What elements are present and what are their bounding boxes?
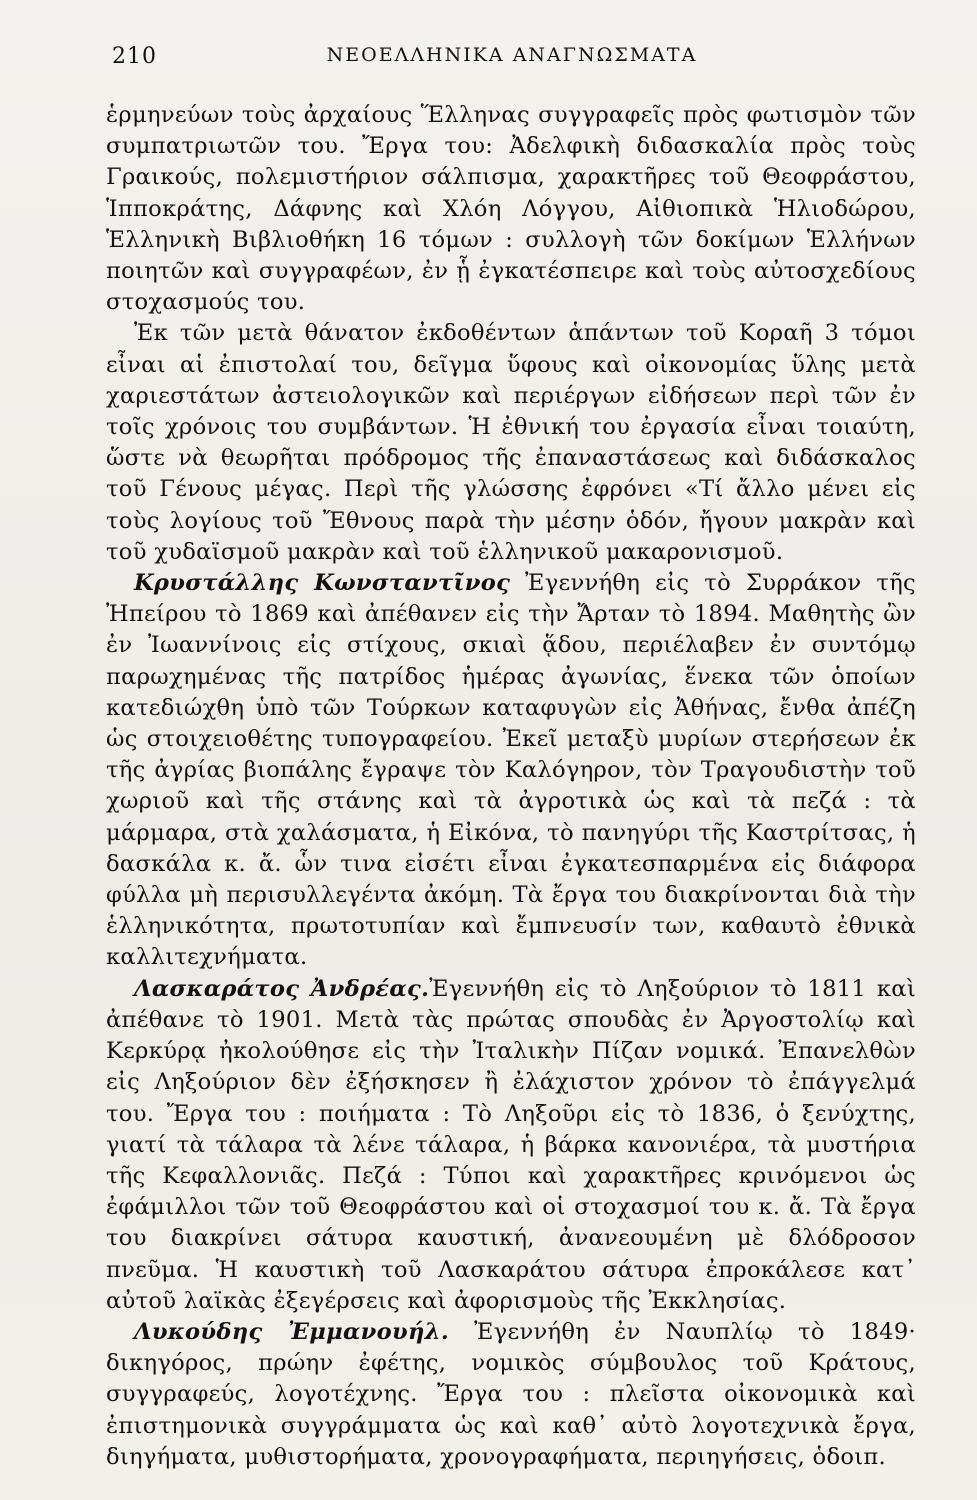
entry-lykoudis — [106, 1317, 916, 1473]
entry-name-laskaratos: Λασκαράτος Ἀνδρέας. — [134, 975, 430, 1002]
running-title: ΝΕΟΕΛΛΗΝΙΚΑ ΑΝΑΓΝΩΣΜΑΤΑ — [326, 44, 698, 66]
entry-name-krystallis: Κρυστάλλης Κωνσταντῖνος — [134, 570, 511, 597]
page-number: 210 — [112, 44, 157, 69]
entry-laskaratos — [106, 974, 916, 1317]
entry-text-lykoudis: Ἐγεννήθη ἐν Ναυπλίῳ τὸ 1849· δικηγόρος, πρώην ἐφέτης, νομικὸς σύμβουλος τοῦ Κράτους, συγγραφεύς, λογοτέχνης. Ἔργα του : πλεῖστα οἰκονομικὰ καὶ ἐπιστημονικὰ συγγράμματα ὡς καὶ καθ᾽ αὐτὸ λογοτεχνικὰ ἔργα, διηγήματα, μυθιστορήματα, χρονογραφήματα, περιηγήσεις, ὁδοιπ. — [106, 1318, 916, 1470]
entry-text-laskaratos: Ἐγεννήθη εἰς τὸ Ληξούριον τὸ 1811 καὶ ἀπέθανε τὸ 1901. Μετὰ τὰς πρώτας σπουδὰς ἐν Ἀργοστολίῳ καὶ Κερκύρᾳ ἠκολούθησε εἰς τὴν Ἰταλικὴν Πίζαν νομικά. Ἐπανελθὼν εἰς Ληξούριον δὲν ἐξήσκησεν ἢ ἐλάχιστον χρόνον τὸ ἐπάγγελμά του. Ἔργα του : ποιήματα : Τὸ Ληξοῦρι εἰς τὸ 1836, ὁ ξενύχτης, γιατί τὰ τάλαρα τὰ λένε τάλαρα, ἡ βάρκα κανονιέρα, τὰ μυστήρια τῆς Κεφαλλονιᾶς. Πεζά : Τύποι καὶ χαρακτῆρες κρινόμενοι ὡς ἐφάμιλλοι τῶν τοῦ Θεοφράστου καὶ οἱ στοχασμοί του κ. ἄ. Τὰ ἔργα του διακρίνει σάτυρα καυστική, ἀνανεουμένη μὲ δλόδροσον πνεῦμα. Ἡ καυστικὴ τοῦ Λασκαράτου σάτυρα ἐπροκάλεσε κατ᾽ αὐτοῦ λαϊκὰς ἐξεγέρσεις καὶ ἀφορισμοὺς τῆς Ἐκκλησίας. — [106, 975, 916, 1314]
entry-krystallis — [106, 568, 916, 974]
entry-text-krystallis: Ἐγεννήθη εἰς τὸ Συρράκον τῆς Ἠπείρου τὸ 1869 καὶ ἀπέθανεν εἰς τὴν Ἄρταν τὸ 1894. Μαθητὴς ὢν ἐν Ἰωαννίνοις εἰς στίχους, σκιαὶ ᾅδου, περιέλαβεν ἐν συντόμῳ παρωχημένας τῆς πατρίδος ἡμέρας ἀγωνίας, ἕνεκα τῶν ὁποίων κατεδιώχθη ὑπὸ τῶν Τούρκων καταφυγὼν εἰς Ἀθήνας, ἔνθα ἀπέζη ὡς στοιχειοθέτης τυπογραφείου. Ἐκεῖ μεταξὺ μυρίων στερήσεων ἐκ τῆς ἀγρίας βιοπάλης ἔγραψε τὸν Καλόγηρον, τὸν Τραγουδιστὴν τοῦ χωριοῦ καὶ τῆς στάνης καὶ τὰ ἀγροτικὰ ὡς καὶ τὰ πεζά : τὰ μάρμαρα, στὰ χαλάσματα, ἡ Εἰκόνα, τὸ πανηγύρι τῆς Καστρίτσας, ἡ δασκάλα κ. ἄ. ὧν τινα εἰσέτι εἶναι ἐγκατεσπαρμένα εἰς διάφορα φύλλα μὴ περισυλλεγέντα ἀκόμη. Τὰ ἔργα του διακρίνονται διὰ τὴν ἑλληνικότητα, πρωτοτυπίαν καὶ ἔμπνευσίν των, καθαυτὸ ἐθνικὰ καλλιτεχνήματα. — [106, 570, 916, 971]
paragraph-korais-works: ἑρμηνεύων τοὺς ἀρχαίους Ἕλληνας συγγραφεῖς πρὸς φωτισμὸν τῶν συμπατριωτῶν του. Ἔργα του: Ἀδελφικὴ διδασκαλία πρὸς τοὺς Γραικούς, πολεμιστήριον σάλπισμα, χαρακτῆρες τοῦ Θεοφράστου, Ἱπποκράτης, Δάφνης καὶ Χλόη Λόγγου, Αἰθιοπικὰ Ἡλιοδώρου, Ἑλληνικὴ Βιβλιοθήκη 16 τόμων : συλλογὴ τῶν δοκίμων Ἑλλήνων ποιητῶν καὶ συγγραφέων, ἐν ᾗ ἐγκατέσπειρε καὶ τοὺς αὐτοσχεδίους στοχασμούς του. — [106, 102, 916, 316]
paragraph-korais-letters: Ἐκ τῶν μετὰ θάνατον ἐκδοθέντων ἁπάντων τοῦ Κοραῆ 3 τόμοι εἶναι αἱ ἐπιστολαί του, δεῖγμα ὕφους καὶ οἰκονομίας ὕλης μετὰ χαριεστάτων ἀστειολογικῶν καὶ περιέργων εἰδήσεων περὶ τῶν ἐν τοῖς χρόνοις του συμβάντων. Ἡ ἐθνική του ἐργασία εἶναι τοιαύτη, ὥστε νὰ θεωρῆται πρόδρομος τῆς ἐπαναστάσεως καὶ διδάσκαλος τοῦ Γένους μέγας. Περὶ τῆς γλώσσης ἐφρόνει «Τί ἄλλο μένει εἰς τοὺς λογίους τοῦ Ἔθνους παρὰ τὴν μέσην ὁδόν, ἤγουν μακρὰν καὶ τοῦ χυδαϊσμοῦ μακρὰν καὶ τοῦ ἑλληνικοῦ μακαρονισμοῦ. — [106, 320, 916, 565]
page-body — [106, 100, 916, 1473]
entry-name-lykoudis: Λυκούδης Ἐμμανουήλ. — [134, 1318, 450, 1345]
running-header — [112, 44, 912, 74]
